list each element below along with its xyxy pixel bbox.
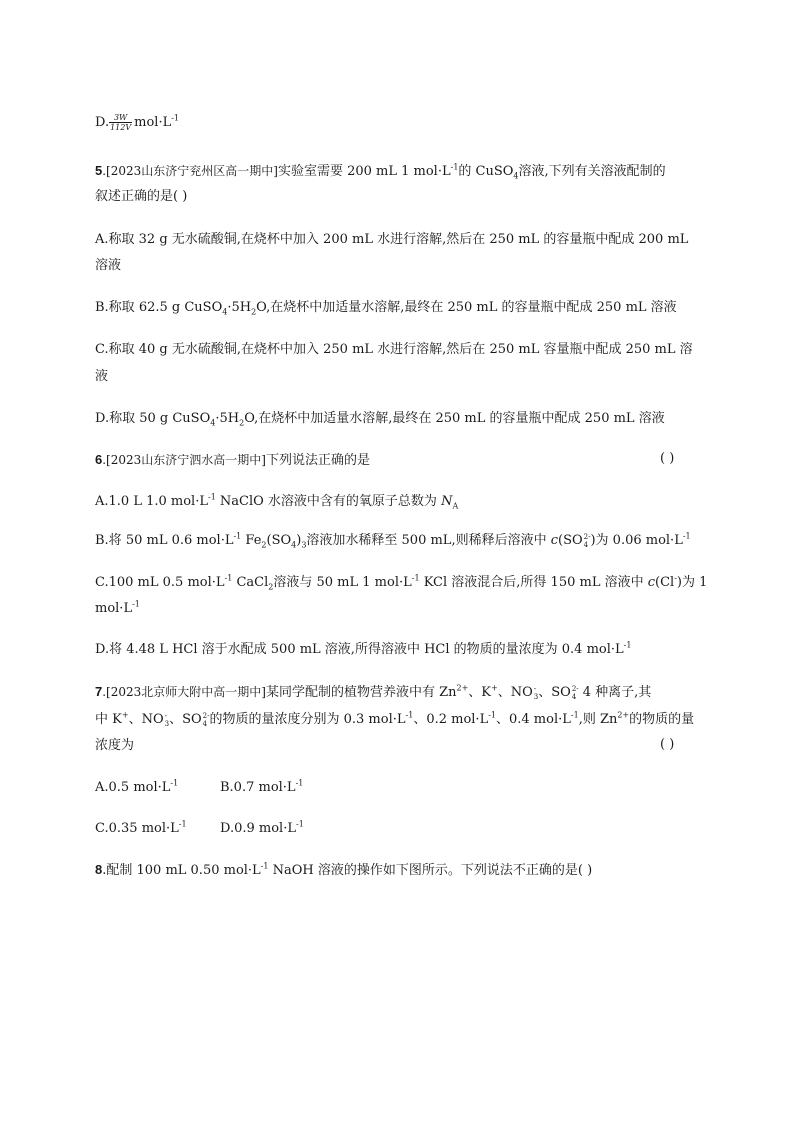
q7-option-a: A.0.5 $mol\cdot L^{-1}$: [95, 778, 179, 795]
question-5-stem: 5.[2023山东济宁兖州区高一期中]实验室需要 200 mL 1 $mol\cdot L^{-1}$的 CuSO$_4$溶液,下列有关溶液配制的: [95, 162, 666, 181]
answer-blank-q6[interactable]: ( ): [660, 451, 675, 466]
q6-option-a: A.1.0 L 1.0 $mol\cdot L^{-1}$ NaClO 水溶液中含有的氧原子总数为 $N_A$: [95, 492, 459, 511]
nitrate-ion: - 3: [533, 684, 539, 701]
q5-option-b: B.称取 62.5 g $CuSO_4\cdot 5H_2O$,在烧杯中加适量水溶解,最终在 250 mL 的容量瓶中配成 250 mL 溶液: [95, 300, 677, 317]
nitrate-ion: - 3: [164, 711, 170, 728]
q7-option-d: D.0.9 $mol\cdot L^{-1}$: [220, 819, 304, 836]
sulfate-ion: 2- 4: [202, 711, 210, 728]
q5-option-c-line2: 液: [95, 369, 109, 384]
q6-option-c-line2: $mol\cdot L^{-1}$: [95, 599, 140, 616]
q5-option-c: C.称取 40 g 无水硫酸铜,在烧杯中加入 250 mL 水进行溶解,然后在 250 mL 容量瓶中配成 250 mL 溶: [95, 342, 693, 357]
q5-option-a: A.称取 32 g 无水硫酸铜,在烧杯中加入 200 mL 水进行溶解,然后在 250 mL 的容量瓶中配成 200 mL: [95, 232, 689, 247]
question-8-stem: 8.配制 100 mL 0.50 $mol\cdot L^{-1}$ NaOH 溶液的操作如下图所示。下列说法不正确的是( ): [95, 861, 593, 878]
q5-option-d: D.称取 50 g $CuSO_4\cdot 5H_2O$,在烧杯中加适量水溶解,最终在 250 mL 的容量瓶中配成 250 mL 溶液: [95, 411, 665, 428]
option-d-prev: D. $\frac{3W}{112V}$ $mol\cdot L^{-1}$: [95, 113, 180, 132]
question-7-stem: 7.[2023北京师大附中高一期中]某同学配制的植物营养液中有 $Zn^{2+}$、K+、NO - 3 、SO 2- 4 4 种离子,其: [95, 683, 652, 701]
sulfate-ion: 2- 4: [571, 684, 579, 701]
q6-option-c: C.100 mL 0.5 $mol\cdot L^{-1}$ CaCl$_2$溶液与 50 mL 1 $mol\cdot L^{-1}$ KCl 溶液混合后,所得 150 mL 溶液中 c(Cl-)为 1: [95, 573, 708, 592]
answer-blank-q7[interactable]: ( ): [660, 737, 675, 752]
fraction: $\frac{3W}{112V}$: [110, 113, 132, 132]
sulfate-ion: 2- 4: [583, 532, 591, 549]
q5-option-a-line2: 溶液: [95, 258, 122, 273]
question-6-stem: 6.[2023山东济宁泗水高一期中]下列说法正确的是: [95, 452, 370, 468]
q7-option-c: C.0.35 $mol\cdot L^{-1}$: [95, 819, 187, 836]
q6-option-b: B.将 50 mL 0.6 $mol\cdot L^{-1}$ $Fe_2(SO_4)_3$溶液加水稀释至 500 mL,则稀释后溶液中 c(SO 2- 4 )为 0.06 $mol\cdot L^{-1}$: [95, 531, 691, 550]
question-7-stem-line3: 浓度为: [95, 738, 135, 753]
q7-option-b: B.0.7 $mol\cdot L^{-1}$: [220, 778, 304, 795]
question-7-stem-line2: 中 K+、NO - 3 、SO 2- 4 的物质的量浓度分别为 0.3 $mol\cdot L^{-1}$、0.2 $mol\cdot L^{-1}$、0.4 $mol\cdot L^{-1}$,则 $Zn^{2+}$的物质的量: [95, 710, 695, 728]
question-5-stem-line2: 叙述正确的是( ): [95, 189, 188, 204]
q6-option-d: D.将 4.48 L HCl 溶于水配成 500 mL 溶液,所得溶液中 HCl 的物质的量浓度为 0.4 $mol\cdot L^{-1}$: [95, 640, 632, 657]
